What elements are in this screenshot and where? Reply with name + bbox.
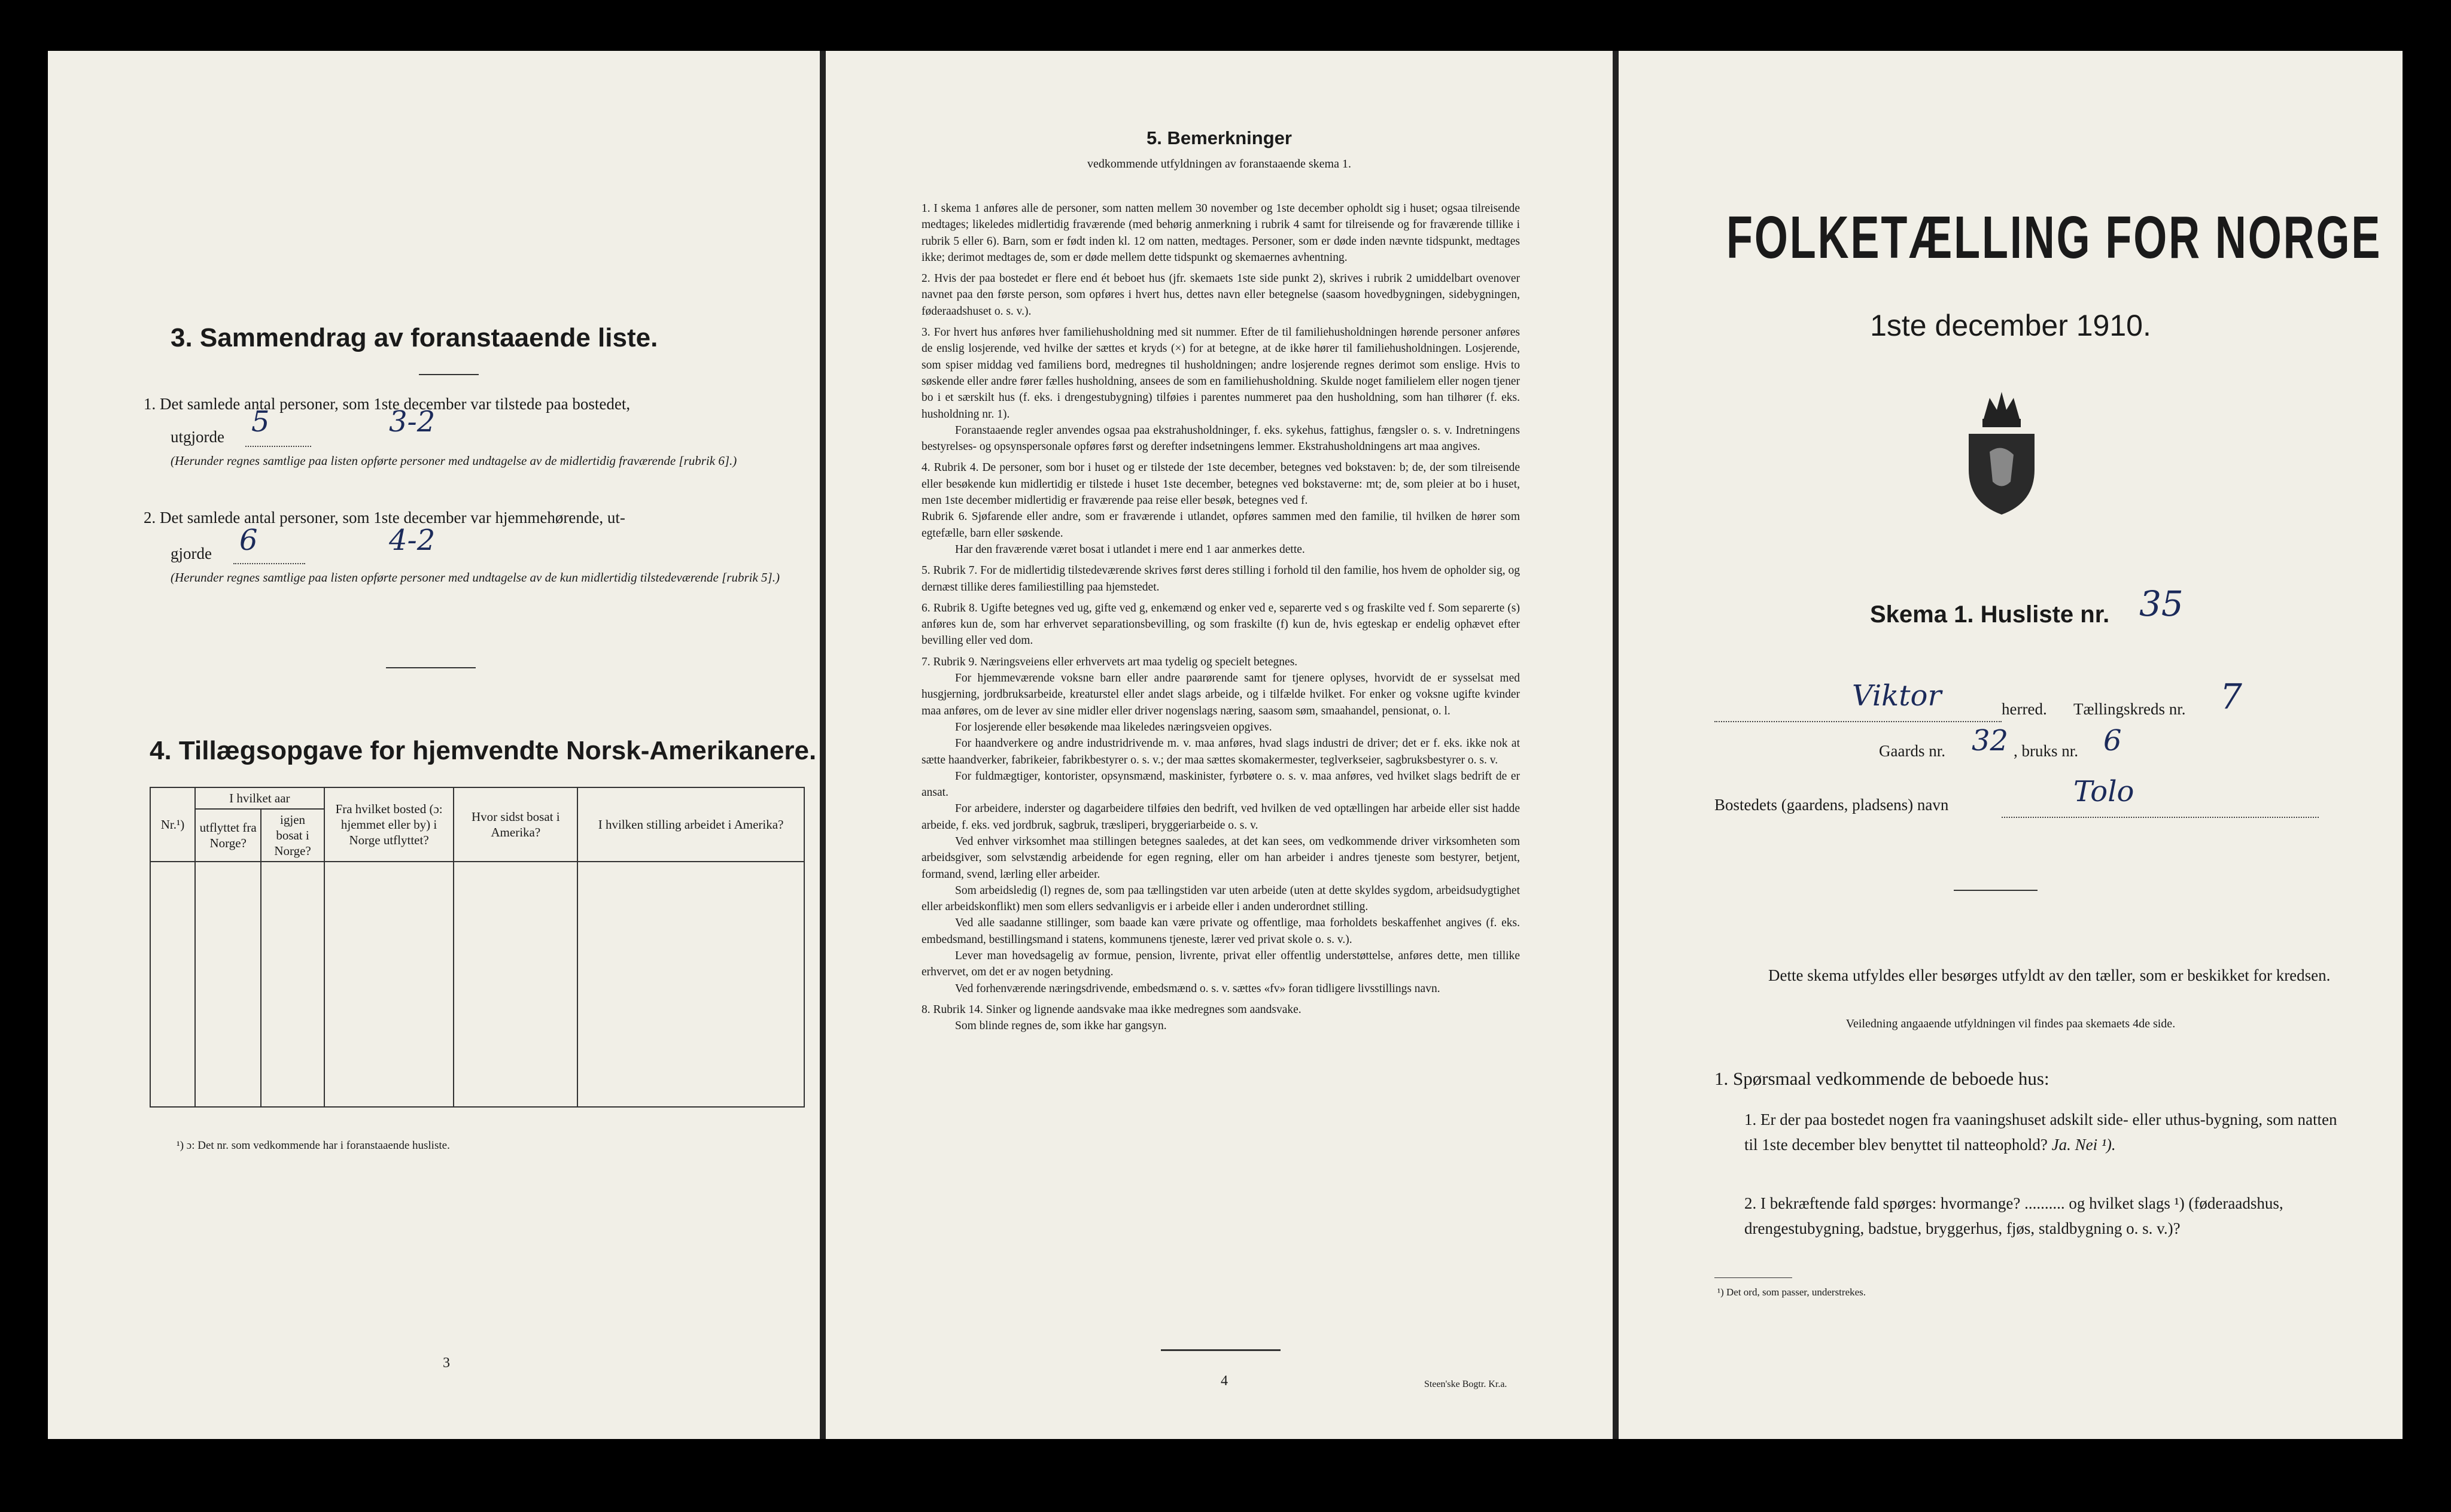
divider — [419, 374, 479, 375]
remark-7j: Ved forhenværende næringsdrivende, embedsmænd o. s. v. sættes «fv» foran tidligere livsstillings navn. — [955, 982, 1440, 995]
item2-line2: gjorde — [171, 544, 212, 562]
divider — [386, 667, 476, 668]
col-where: Hvor sidst bosat i Amerika? — [454, 787, 577, 862]
remark-4b: Rubrik 6. Sjøfarende eller andre, som er fraværende i utlandet, opføres sammen med den familie, til hvilken de hører som egtefælle, barn eller søskende. — [922, 510, 1520, 540]
item1-line1: 1. Det samlede antal personer, som 1ste december var tilstede paa bostedet, — [144, 395, 631, 413]
page1-footnote: ¹) Det ord, som passer, understrekes. — [1717, 1286, 1866, 1298]
remark-7b: For losjerende eller besøkende maa likeledes næringsveien opgives. — [955, 720, 1272, 734]
col-job: I hvilken stilling arbeidet i Amerika? — [577, 787, 804, 862]
item1-value: 5 — [251, 405, 270, 439]
section4-title: 4. Tillægsopgave for hjemvendte Norsk-Amerikanere. — [150, 736, 817, 765]
dotline — [245, 446, 311, 447]
remark-8: 8. Rubrik 14. Sinker og lignende aandsvake maa ikke medregnes som aandsvake. — [922, 1003, 1301, 1016]
gaards-label: Gaards nr. — [1879, 742, 1945, 760]
col-from: Fra hvilket bosted (ɔ: hjemmet eller by) i Norge utflyttet? — [324, 787, 454, 862]
remarks-title: 5. Bemerkninger — [1147, 127, 1292, 148]
kreds-label: Tællingskreds nr. — [2073, 700, 2186, 718]
gaards-value: 32 — [1972, 724, 2009, 757]
remark-7h: Ved alle saadanne stillinger, som baade kan være private og offentlige, maa forholdets beskaffenhet angives (f. eks. embedsmand, bestillingsmand i statens, kommunens tjeneste, lærer ved privat skole o. s. v.). — [922, 917, 1520, 946]
census-title: FOLKETÆLLING FOR NORGE — [1726, 204, 2382, 271]
divider — [1954, 890, 2038, 891]
item2-detail: 4-2 — [389, 524, 436, 557]
norway-coat-of-arms-icon — [1960, 386, 2043, 518]
instruction: Dette skema utfyldes eller besørges utfyldt av den tæller, som er beskikket for kredsen. — [1768, 966, 2331, 984]
fold — [1613, 51, 1619, 1439]
item2-note: (Herunder regnes samtlige paa listen opførte personer med undtagelse av de kun midlertidig tilstedeværende [rubrik 5].) — [171, 570, 780, 585]
remark-8b: Som blinde regnes de, som ikke har gangsyn. — [955, 1020, 1167, 1033]
guidance: Veiledning angaaende utfyldningen vil findes paa skemaets 4de side. — [1845, 1017, 2176, 1030]
bosted-label: Bostedets (gaardens, pladsens) navn — [1714, 796, 1949, 814]
printer-mark: Steen'ske Bogtr. Kr.a. — [1424, 1379, 1507, 1389]
item1-detail: 3-2 — [389, 405, 436, 439]
herred-label: herred. — [2002, 700, 2047, 718]
remark-7c: For haandverkere og andre industridrivende m. v. maa anføres, hvad slags industri de driver; det er f. eks. ikke nok at sætte haandverker, fabrikeier, fabrikbestyrer o. s. v.; der maa sættes skomakermester, teglverkseier, sagbruksbestyrer o. s. v. — [922, 737, 1520, 766]
page-3 — [48, 51, 820, 1439]
remark-1: 1. I skema 1 anføres alle de personer, som natten mellem 30 november og 1ste december opholdt sig i huset; ogsaa tilreisende medtages; likeledes midlertidig fraværende (med behørig anmerkning i rubrik 4 samt for tilreisende og for fraværende tillike i rubrik 5 eller 6). Barn, som er født inden kl. 12 om natten, medtages. Personer, som er døde inden nævnte tidspunkt, medtages ikke; derimot medtages de, som er døde mellem dette tidspunkt og skemaernes avhentning. — [922, 202, 1520, 264]
item1-line2: utgjorde — [171, 428, 224, 446]
remark-3b: Foranstaaende regler anvendes ogsaa paa ekstrahusholdninger, f. eks. sykehus, fattighus, fængsler o. s. v. Indretningens bestyrelses- og opsynspersonale opføres først og derefter indsetningens lemmer. Ekstrahusholdningens art maa angives. — [922, 424, 1520, 454]
remark-4c: Har den fraværende været bosat i utlandet i mere end 1 aar anmerkes dette. — [955, 543, 1305, 556]
kreds-value: 7 — [2220, 676, 2242, 717]
item2-value: 6 — [239, 524, 258, 557]
husliste-nr: 35 — [2139, 583, 2184, 624]
questions-heading: 1. Spørsmaal vedkommende de beboede hus: — [1714, 1068, 2049, 1089]
item1-note: (Herunder regnes samtlige paa listen opførte personer med undtagelse av de midlertidig fraværende [rubrik 6].) — [171, 454, 737, 468]
col-back: igjen bosat i Norge? — [261, 809, 324, 862]
bruks-value: 6 — [2103, 724, 2122, 757]
dotline — [233, 563, 305, 564]
remark-7d: For fuldmægtiger, kontorister, opsynsmænd, maskinister, fyrbøtere o. s. v. maa anføres, ved hvilket slags bedrift de er ansat. — [922, 769, 1520, 799]
remark-5: 5. Rubrik 7. For de midlertidig tilstedeværende skrives først deres stilling i forhold til den familie, hos hvem de opholder sig, og dernæst tillike deres familiestilling paa hjemstedet. — [922, 564, 1520, 594]
census-date: 1ste december 1910. — [1870, 309, 2151, 342]
remark-7: 7. Rubrik 9. Næringsveiens eller erhvervets art maa tydelig og specielt betegnes. — [922, 655, 1298, 668]
remarks-body — [922, 200, 1520, 1035]
item2-line1: 2. Det samlede antal personer, som 1ste december var hjemmehørende, ut- — [144, 509, 625, 527]
remark-2: 2. Hvis der paa bostedet er flere end ét beboet hus (jfr. skemaets 1ste side punkt 2), skrives i rubrik 2 umiddelbart ovenover navnet paa den første person, som opføres i hvert hus, dettes navn eller betegnelse (saasom hovedbygningen, sidebygningen, føderaadshuset o. s. v.). — [922, 272, 1520, 318]
question-1 — [1744, 1107, 2349, 1157]
remark-7e: For arbeidere, inderster og dagarbeidere tilføies den bedrift, ved hvilken de ved optællingen har arbeide eller sist hadde arbeide, f. eks. ved jordbruk, sagbruk, træsliperi, bryggeriarbeide o. s. v. — [922, 802, 1520, 832]
remark-3: 3. For hvert hus anføres hver familiehusholdning med sit nummer. Efter de til familiehusholdningen hørende personer anføres de enslig losjerende, ved hvilke der sættes et kryds (×) for at betegne, at de ikke hører til familiehusholdningen. Losjerende, som spiser middag ved familiens bord, medregnes til husholdningen; andre losjerende regnes derimot som enslige. Hvis to søskende eller andre fører fælles husholdning, ansees de som en familiehusholdning. Skulde noget familielem eller nogen tjener bo i et særskilt hus (f. eks. i drengestubygning) tilføies i parentes nummeret paa den husholdning, som han tilhører (f. eks. husholdning nr. 1). — [922, 326, 1520, 421]
page-number: 3 — [443, 1355, 450, 1371]
section3-title: 3. Sammendrag av foranstaaende liste. — [171, 323, 658, 352]
bruks-label: , bruks nr. — [2014, 742, 2078, 760]
remark-7f: Ved enhver virksomhet maa stillingen betegnes saaledes, at det kan sees, om vedkommende driver virksomheten som arbeidsgiver, som selvstændig arbeidende for egen regning, eller om han arbeider i andres tjeneste som bestyrer, betjent, formand, svend, lærling eller arbeider. — [922, 835, 1520, 881]
question-1-text: 1. Er der paa bostedet nogen fra vaaningshuset adskilt side- eller uthus-bygning, som natten til 1ste december blev benyttet til natteophold? — [1744, 1111, 2337, 1154]
bosted-value: Tolo — [2073, 775, 2134, 808]
question-2: 2. I bekræftende fald spørges: hvormange? .......... og hvilket slags ¹) (føderaadshus, drengestubygning, badstue, bryggerhus, fjøs, staldbygning o. s. v.)? — [1744, 1194, 2283, 1237]
norsk-amerikanere-table — [150, 787, 805, 1108]
remark-6: 6. Rubrik 8. Ugifte betegnes ved ug, gifte ved g, enkemænd og enker ved e, separerte ved s og fraskilte ved f. Som separerte (s) anføres kun de, som har erhvervet separationsbevilling, og som fraskilte (f) kun de, hvis egteskap er endelig ophævet efter bevilling eller ved dom. — [922, 601, 1520, 647]
schema-label: Skema 1. Husliste nr. — [1870, 601, 2110, 628]
page-4 — [826, 51, 1613, 1439]
divider — [1714, 1277, 1792, 1278]
table-footnote: ¹) ɔ: Det nr. som vedkommende har i foranstaaende husliste. — [177, 1139, 450, 1152]
remark-7i: Lever man hovedsagelig av formue, pension, livrente, privat eller offentlig understøttelse, anføres dette, men tillike erhvervet, om det er av nogen betydning. — [922, 950, 1520, 979]
col-group: I hvilket aar — [195, 787, 324, 809]
remarks-subtitle: vedkommende utfyldningen av foranstaaende skema 1. — [1087, 157, 1351, 171]
herred-value: Viktor — [1852, 679, 1942, 713]
divider — [1161, 1349, 1281, 1351]
question-1-answer: Ja. Nei ¹). — [2051, 1136, 2116, 1154]
fold — [820, 51, 826, 1439]
bosted-line — [2002, 817, 2319, 818]
table-row — [150, 862, 804, 1107]
remark-4: 4. Rubrik 4. De personer, som bor i huset og er tilstede der 1ste december, betegnes ved bokstaven: b; de, der som tilreisende eller besøkende kun midlertidig er tilstede i huset 1ste december, betegnes ved bokstaverne: mt; de, som pleier at bo i huset, men 1ste december midlertidig er fraværende paa reise eller besøk, betegnes ved f. — [922, 461, 1520, 507]
col-out: utflyttet fra Norge? — [195, 809, 261, 862]
remark-7a: For hjemmeværende voksne barn eller andre paarørende samt for tjenere oplyses, hvorvidt de er sysselsat med husgjerning, jordbruksarbeide, kreaturstel eller andet slags arbeide, og i tilfælde hvilket. For enker og voksne ugifte kvinder maa anføres, om de lever av sine midler eller driver nogenslags næring, saasom søm, smaahandel, pensionat, o. l. — [922, 672, 1520, 717]
remark-7g: Som arbeidsledig (l) regnes de, som paa tællingstiden var uten arbeide (uten at dette skyldes sygdom, arbeidsudygtighet eller arbeidskonflikt) men som ellers sedvanligvis er i arbeide eller i anden underordnet stilling. — [922, 884, 1520, 914]
page-1 — [1619, 51, 2403, 1439]
page-number: 4 — [1221, 1373, 1228, 1389]
col-nr: Nr.¹) — [150, 787, 195, 862]
